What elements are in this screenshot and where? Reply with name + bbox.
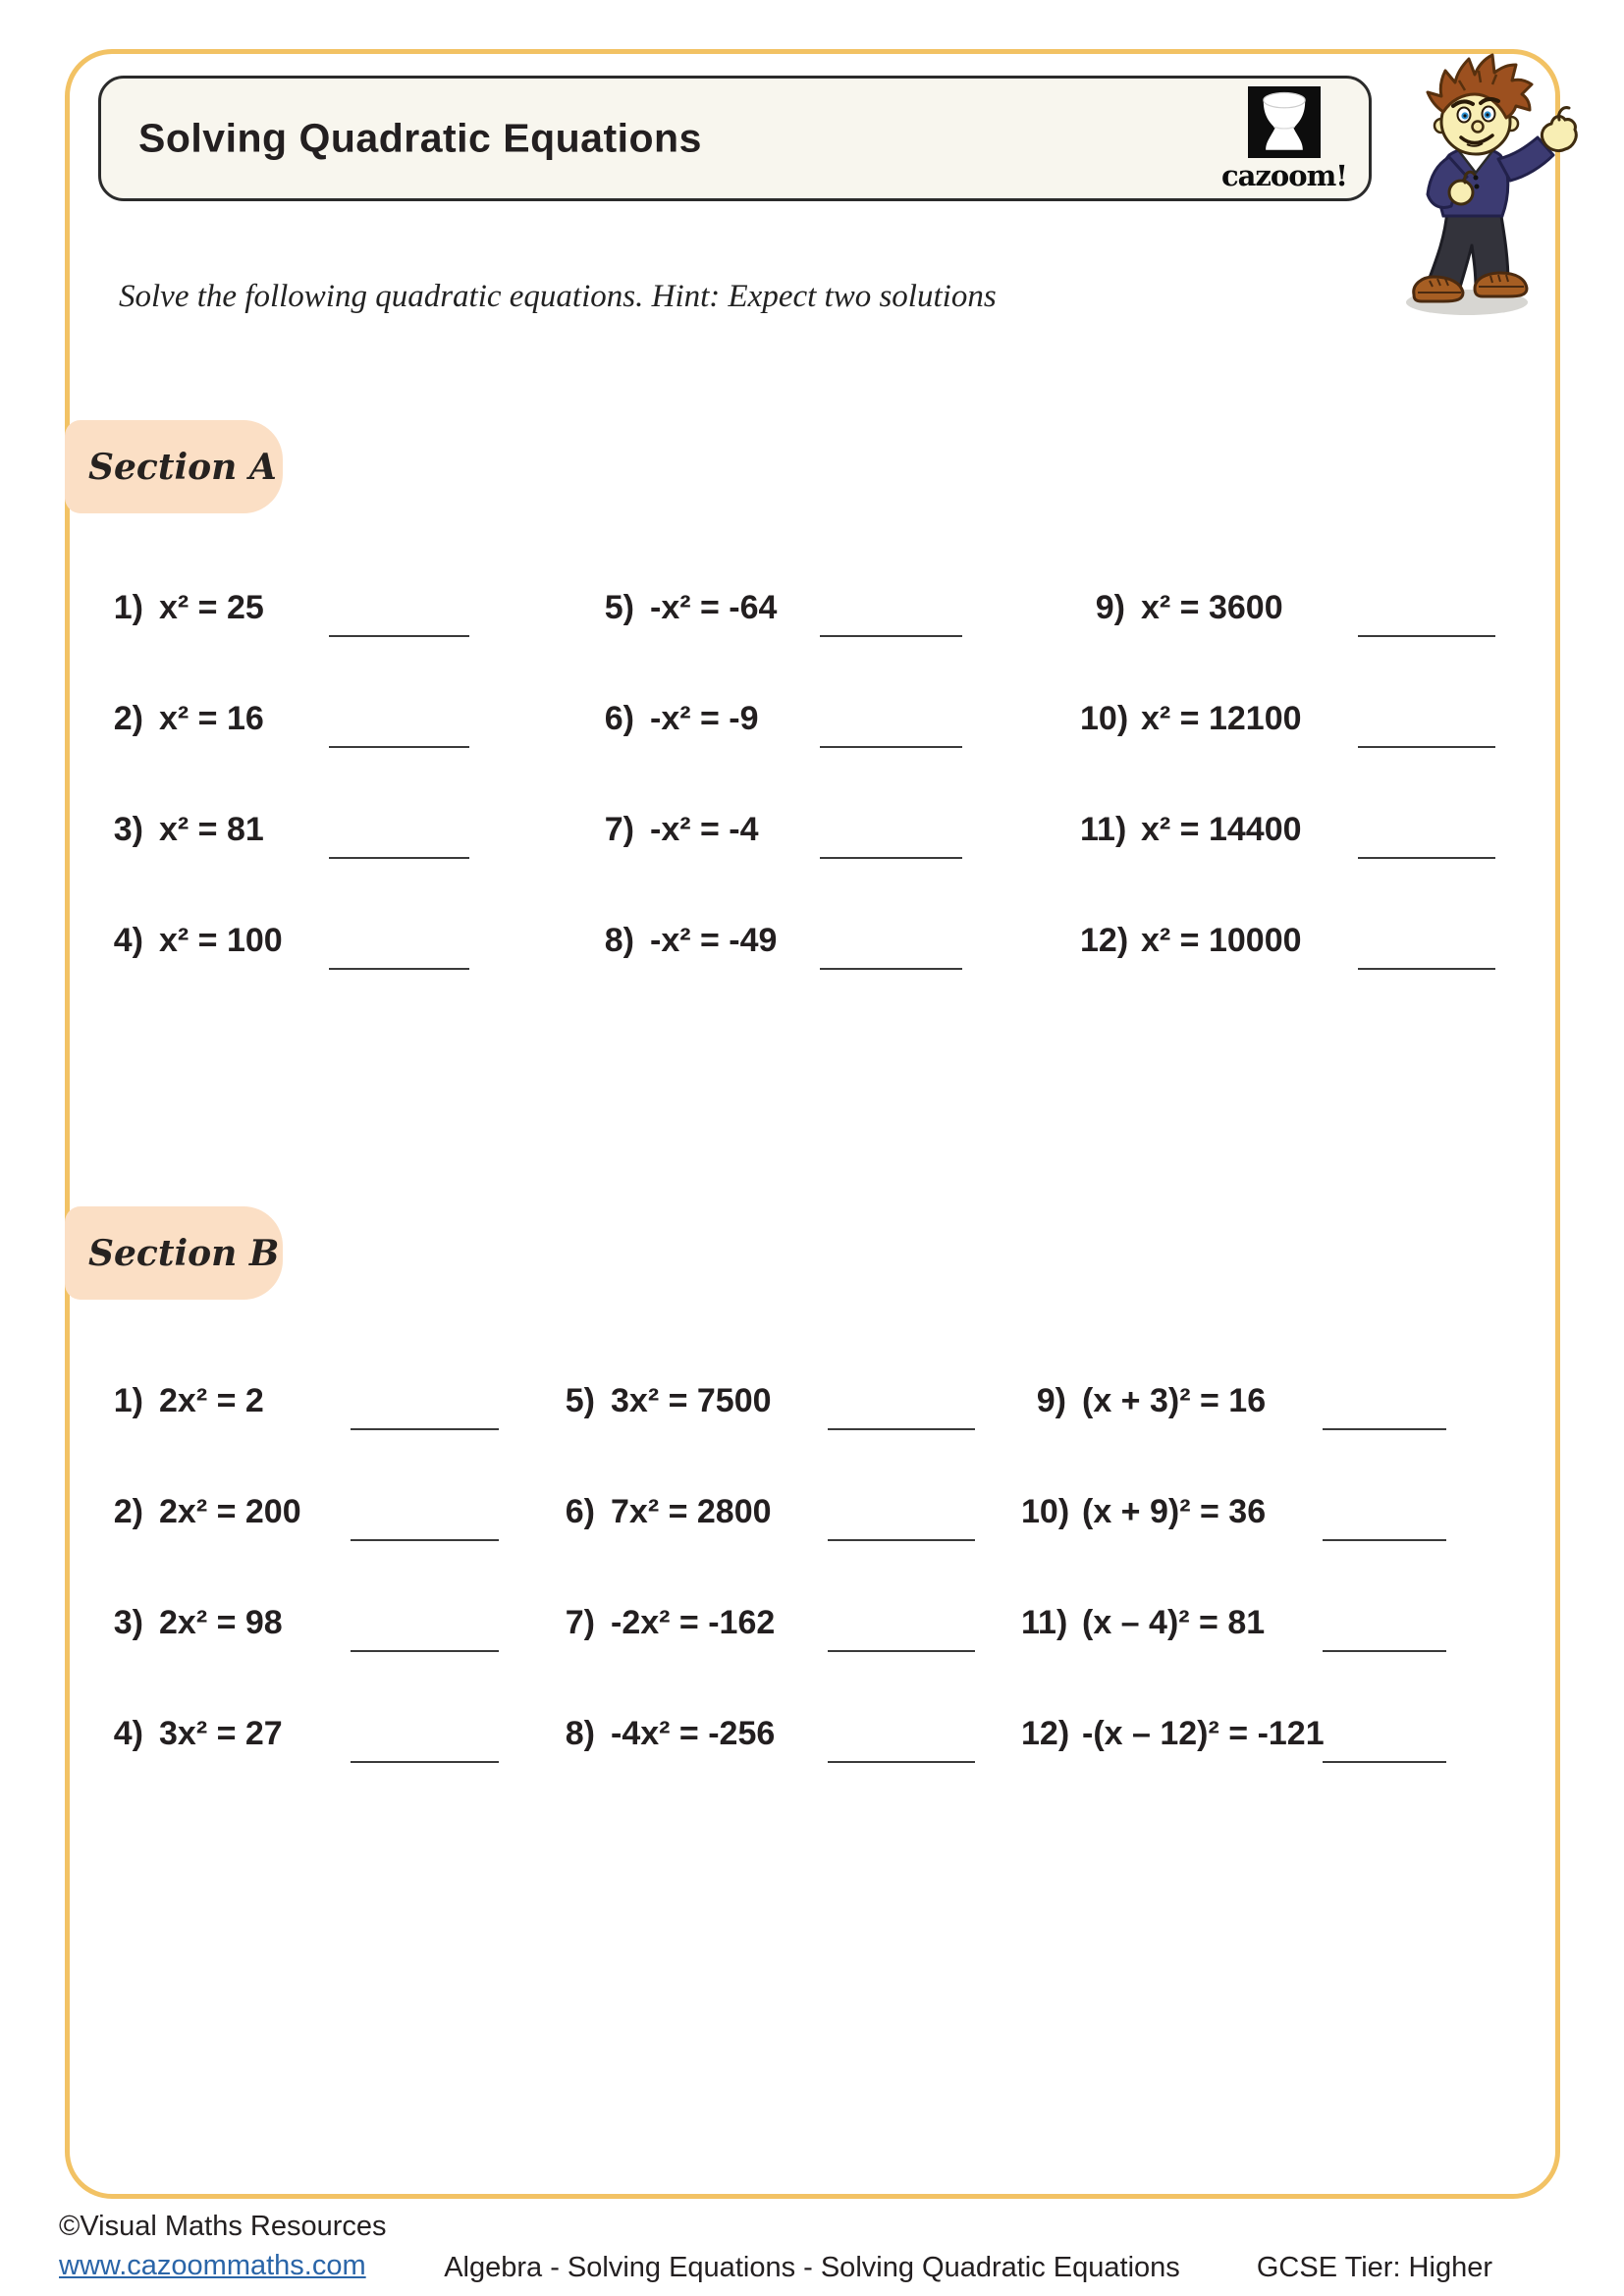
section-a-label [65, 420, 283, 513]
problem-equation: 3x² = 7500 [611, 1382, 772, 1419]
answer-blank [1323, 1650, 1446, 1652]
answer-blank [828, 1539, 975, 1541]
title-box [98, 76, 1372, 201]
problem-a8 [589, 907, 1080, 1018]
section-b-problems [98, 1367, 1532, 1811]
problem-equation: 2x² = 2 [159, 1382, 264, 1419]
problem-number: 5) [604, 589, 634, 626]
mascot-illustration [1377, 47, 1602, 332]
problem-number: 8) [604, 922, 634, 959]
problem-b6 [550, 1478, 1021, 1589]
problem-number: 10) [1080, 700, 1129, 737]
cazoom-logo-word: cazoom! [1220, 159, 1348, 192]
problem-a3 [98, 796, 589, 907]
problem-a1 [98, 574, 589, 685]
problem-b12 [1021, 1700, 1532, 1811]
answer-blank [820, 968, 962, 970]
problem-number: 3) [113, 811, 143, 848]
answer-blank [820, 857, 962, 859]
problem-equation: (x + 9)² = 36 [1082, 1493, 1267, 1530]
problem-b5 [550, 1367, 1021, 1478]
problem-number: 2) [113, 1493, 143, 1530]
instructions-text: Solve the following quadratic equations. Hint: Expect two solutions [119, 279, 997, 314]
problem-number: 11) [1080, 811, 1127, 848]
problem-equation: -x² = -4 [650, 811, 759, 848]
problem-number: 3) [113, 1604, 143, 1641]
problem-equation: -x² = -64 [650, 589, 778, 626]
answer-blank [1358, 635, 1495, 637]
problem-b8 [550, 1700, 1021, 1811]
problem-number: 5) [565, 1382, 595, 1419]
problem-number: 6) [565, 1493, 595, 1530]
problem-equation: x² = 16 [159, 700, 264, 737]
answer-blank [351, 1539, 499, 1541]
section-a-problems [98, 574, 1532, 1018]
problem-equation: 7x² = 2800 [611, 1493, 772, 1530]
problem-equation: -(x – 12)² = -121 [1082, 1715, 1325, 1752]
problem-equation: 2x² = 98 [159, 1604, 283, 1641]
problem-equation: x² = 100 [159, 922, 283, 959]
problem-a11 [1080, 796, 1532, 907]
problem-equation: -x² = -49 [650, 922, 778, 959]
answer-blank [828, 1650, 975, 1652]
answer-blank [351, 1650, 499, 1652]
worksheet-page-frame [65, 49, 1560, 2199]
problem-equation: x² = 25 [159, 589, 264, 626]
copyright-text: ©Visual Maths Resources [59, 2211, 387, 2242]
answer-blank [351, 1761, 499, 1763]
problem-b3 [98, 1589, 550, 1700]
answer-blank [351, 1428, 499, 1430]
problem-number: 7) [604, 811, 634, 848]
problem-equation: 2x² = 200 [159, 1493, 301, 1530]
problem-equation: (x + 3)² = 16 [1082, 1382, 1267, 1419]
problem-a5 [589, 574, 1080, 685]
problem-equation: -x² = -9 [650, 700, 759, 737]
problem-number: 4) [113, 922, 143, 959]
problem-b7 [550, 1589, 1021, 1700]
answer-blank [1358, 746, 1495, 748]
problem-b4 [98, 1700, 550, 1811]
problem-a10 [1080, 685, 1532, 796]
problem-number: 4) [113, 1715, 143, 1752]
answer-blank [1323, 1539, 1446, 1541]
problem-equation: x² = 14400 [1141, 811, 1302, 848]
problem-equation: -2x² = -162 [611, 1604, 776, 1641]
problem-b11 [1021, 1589, 1532, 1700]
problem-number: 1) [113, 1382, 143, 1419]
problem-a7 [589, 796, 1080, 907]
answer-blank [1323, 1428, 1446, 1430]
problem-equation: x² = 10000 [1141, 922, 1302, 959]
djembe-drum-icon [1248, 86, 1321, 158]
problem-number: 7) [565, 1604, 595, 1641]
problem-number: 8) [565, 1715, 595, 1752]
section-a-label-text: Section A [88, 446, 277, 488]
problem-b10 [1021, 1478, 1532, 1589]
problem-equation: x² = 3600 [1141, 589, 1283, 626]
section-b-label-text: Section B [88, 1232, 280, 1274]
footer-breadcrumb: Algebra - Solving Equations - Solving Quadratic Equations [444, 2252, 1180, 2283]
cazoom-logo [1220, 86, 1348, 194]
problem-equation: (x – 4)² = 81 [1082, 1604, 1266, 1641]
website-link[interactable]: www.cazoommaths.com [59, 2250, 366, 2281]
problem-b2 [98, 1478, 550, 1589]
answer-blank [1323, 1761, 1446, 1763]
problem-a12 [1080, 907, 1532, 1018]
answer-blank [329, 746, 469, 748]
problem-number: 10) [1021, 1493, 1070, 1530]
answer-blank [828, 1761, 975, 1763]
problem-number: 1) [113, 589, 143, 626]
problem-b1 [98, 1367, 550, 1478]
problem-number: 9) [1036, 1382, 1066, 1419]
problem-number: 12) [1080, 922, 1129, 959]
answer-blank [820, 746, 962, 748]
section-b-label [65, 1206, 283, 1300]
problem-number: 2) [113, 700, 143, 737]
answer-blank [1358, 857, 1495, 859]
problem-a9 [1080, 574, 1532, 685]
problem-equation: -4x² = -256 [611, 1715, 776, 1752]
problem-a4 [98, 907, 589, 1018]
problem-a6 [589, 685, 1080, 796]
answer-blank [820, 635, 962, 637]
answer-blank [329, 857, 469, 859]
problem-equation: x² = 12100 [1141, 700, 1302, 737]
answer-blank [1358, 968, 1495, 970]
footer-tier: GCSE Tier: Higher [1256, 2252, 1492, 2283]
problem-b9 [1021, 1367, 1532, 1478]
problem-a2 [98, 685, 589, 796]
page-title: Solving Quadratic Equations [138, 115, 702, 161]
problem-number: 9) [1095, 589, 1125, 626]
problem-number: 6) [604, 700, 634, 737]
problem-equation: x² = 81 [159, 811, 264, 848]
answer-blank [828, 1428, 975, 1430]
problem-equation: 3x² = 27 [159, 1715, 283, 1752]
problem-number: 12) [1021, 1715, 1070, 1752]
answer-blank [329, 635, 469, 637]
problem-number: 11) [1021, 1604, 1068, 1641]
answer-blank [329, 968, 469, 970]
